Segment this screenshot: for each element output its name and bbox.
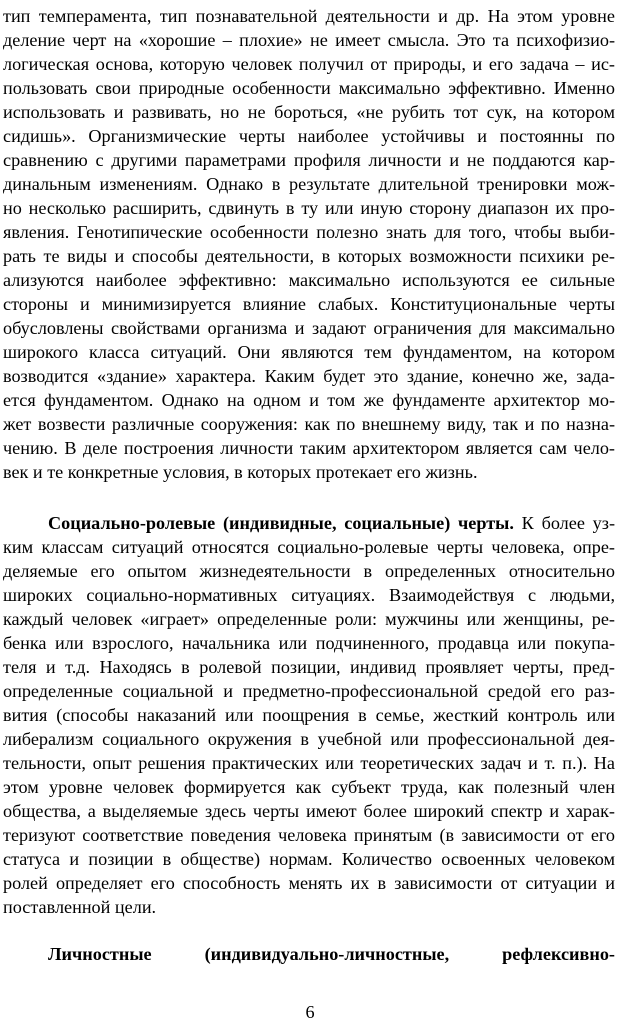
text-line: определенные социальной и предметно-профессиональной средой его раз- <box>3 681 615 701</box>
text-line: вития (способы наказаний или поощрения в семье, жесткий контроль или <box>3 705 615 725</box>
text-line: но несколько расширить, сдвинуть в ту или иную сторону диапазон их про- <box>3 198 615 218</box>
text-line: ким классам ситуаций относятся социально-ролевые черты человека, опре- <box>3 537 615 557</box>
text-line: логическая основа, которую человек получил от природы, и его задача – ис- <box>3 54 615 74</box>
text-line: обусловлены свойствами организма и задают ограничения для максимально <box>3 318 615 338</box>
text-line: каждый человек «играет» определенные роли: мужчины или женщины, ре- <box>3 609 615 629</box>
text-line: теля и т.д. Находясь в ролевой позиции, индивид проявляет черты, пред- <box>3 657 615 677</box>
text-line: чению. В деле построения личности таким архитектором является сам чело- <box>3 438 615 458</box>
text-line: широких социально-нормативных ситуациях. Взаимодействуя с людьми, <box>3 585 615 605</box>
text-run: К более уз- <box>513 513 616 533</box>
text-line: ализуются наиболее эффективно: максимально используются ее сильные <box>3 270 615 290</box>
text-line: сидишь». Организмические черты наиболее устойчивы и постоянны по <box>3 126 615 146</box>
text-line: возводится «здание» характера. Каким будет это здание, конечно же, зада- <box>3 366 615 386</box>
text-line: явления. Генотипические особенности полезно знать для того, чтобы выби- <box>3 222 615 242</box>
section-heading: Социально-ролевые (индивидные, социальные) черты. <box>48 513 514 533</box>
text-line: динальным изменениям. Однако в результате длительной тренировки мож- <box>3 174 615 194</box>
text-line: век и те конкретные условия, в которых протекает его жизнь. <box>3 462 478 482</box>
text-line: этом уровне человек формируется как субъект труда, как полезный член <box>3 777 615 797</box>
page-number: 6 <box>305 1002 315 1022</box>
text-line: сравнению с другими параметрами профиля личности и не поддаются кар- <box>3 150 615 170</box>
text-line: либерализм социального окружения в учебной или профессиональной дея- <box>3 729 615 749</box>
text-line: ролей определяет его способность менять их в зависимости от ситуации и <box>3 873 615 893</box>
text-line: теризуют соответствие поведения человека принятым (в зависимости от его <box>3 825 615 845</box>
text-line: рать те виды и способы деятельности, в которых возможности психики ре- <box>3 246 615 266</box>
text-line: общества, а выделяемые здесь черты имеют более широкий спектр и харак- <box>3 801 615 821</box>
text-line: поставленной цели. <box>3 897 157 917</box>
text-line: широкого класса ситуаций. Они являются тем фундаментом, на котором <box>3 342 615 362</box>
text-line: бенка или взрослого, начальника или подчиненного, продавца или покупа- <box>3 633 615 653</box>
section-heading-line: Личностные (индивидуально-личностные, рефлексивно- <box>48 944 615 964</box>
text-line: пользовать свои природные особенности максимально эффективно. Именно <box>3 78 615 98</box>
text-line: ется фундаментом. Однако на одном и том же фундаменте архитектор мо- <box>3 390 615 410</box>
text-line: тип темперамента, тип познавательной деятельности и др. На этом уровне <box>3 6 615 26</box>
text-line: тельности, опыт решения практических или теоретических задач и т. п.). На <box>3 753 615 773</box>
text-line: деляемые его опытом жизнедеятельности в определенных относительно <box>3 561 615 581</box>
text-line: использовать и развивать, но не бороться, «не рубить тот сук, на котором <box>3 102 615 122</box>
text-line: статуса и позиции в обществе) нормам. Количество освоенных человеком <box>3 849 615 869</box>
text-line: стороны и минимизируется влияние слабых. Конституциональные черты <box>3 294 615 314</box>
text-line: деление черт на «хорошие – плохие» не имеет смысла. Это та психофизио- <box>3 30 615 50</box>
text-line <box>48 511 615 535</box>
text-line: жет возвести различные сооружения: как по внешнему виду, так и по назна- <box>3 414 615 434</box>
